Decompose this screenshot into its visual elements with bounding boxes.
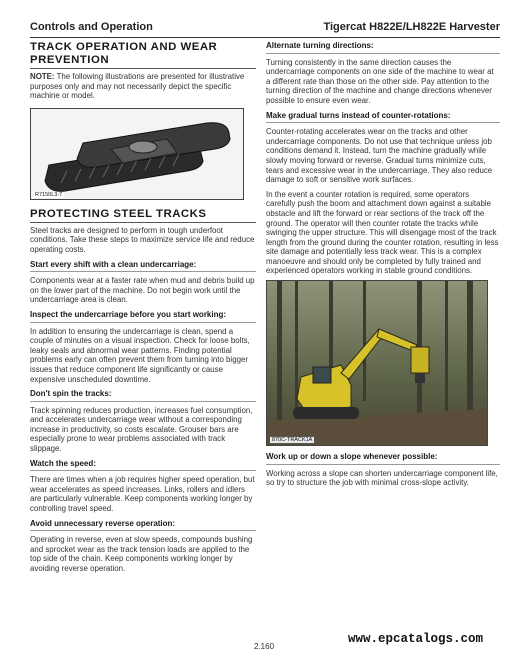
paragraph-counter-rotation: In the event a counter rotation is required, some operators carefully push the boom and attachment down against a suitable obstacle and lift the forward or rear sections of the track off the ground. The operator will then counter rotate the tracks while swinging the upper structure. This will disengage most of the track length from the ground during the counter rotation, resulting in less site damage and potentially less track wear. This is a complex manoeuvre and should only be completed by fully trained and experienced operators working in stable ground conditions. — [266, 189, 499, 276]
subheading-gradual-turns: Make gradual turns instead of counter-rotations: — [266, 110, 451, 120]
figure-caption: R7150L3-7 — [35, 191, 63, 198]
header-section-title: Controls and Operation — [30, 21, 153, 33]
subheading-slope: Work up or down a slope whenever possible: — [266, 452, 438, 462]
subheading-divider — [266, 464, 500, 465]
page-header — [30, 21, 500, 38]
paragraph-watch-speed: There are times when a job requires higher speed operation, but wear accelerates as speed increases. Links, rollers and idlers are particularly vulnerable. Keep components working longer by controlling travel speed. — [30, 475, 255, 514]
paragraph-avoid-reverse: Operating in reverse, even at slow speeds, compounds bushing and sprocket wear as the track tension loads are applied to the top side of the chain. Keep components working longer by avoiding reverse operation. — [30, 535, 253, 573]
figure-caption: 870C-TRACK1A — [269, 436, 315, 444]
subheading-dont-spin: Don't spin the tracks: — [30, 389, 112, 399]
subheading-divider — [266, 122, 500, 123]
note-text: The following illustrations are presented for illustrative purposes only and may not necessarily depict the specific machine or model. — [30, 72, 245, 101]
subheading-avoid-reverse: Avoid unnecessary reverse operation: — [30, 518, 176, 528]
right-column — [266, 41, 500, 488]
note-paragraph — [30, 72, 256, 101]
subheading-divider — [30, 530, 256, 531]
paragraph-gradual-turns: Counter-rotating accelerates wear on the tracks and other undercarriage components. Do not use that technique unless job conditions demand it. Instead, turn the machine gradually while slowly moving forward or reverse. Gradual turns minimize cuts, tears and excessive wear in the undercarriage. They also reduce damage to soft or sensitive work surfaces. — [266, 127, 493, 185]
subheading-alternate-turning: Alternate turning directions: — [266, 41, 374, 50]
subheading-inspect: Inspect the undercarriage before you start working: — [30, 309, 227, 319]
subheading-divider — [30, 271, 256, 272]
header-model-title: Tigercat H822E/LH822E Harvester — [323, 21, 500, 33]
page-number: 2.160 — [254, 642, 275, 651]
section-title-protecting-tracks: PROTECTING STEEL TRACKS — [30, 207, 207, 220]
undercarriage-icon — [31, 109, 243, 199]
paragraph-alternate-turning: Turning consistently in the same direction causes the undercarriage components on one side of the machine to wear at a different rate than those on the other side. Pay attention to the turning direction of the machine and change directions whenever possible to ensure even wear. — [266, 57, 494, 105]
subheading-divider — [30, 470, 256, 471]
paragraph-inspect: In addition to ensuring the undercarriage is clean, spend a couple of minutes on a visual inspection. Check for loose bolts, leaky seals and abnormal wear patterns. Finding potential problems early can often prevent them from turning into bigger issues that reduce component life significantly or cause expensive unscheduled downtime. — [30, 326, 250, 384]
section-title-track-operation: TRACK OPERATION AND WEAR PREVENTION — [30, 41, 218, 66]
harvester-photo — [266, 280, 488, 446]
undercarriage-illustration — [30, 108, 244, 200]
paragraph-dont-spin: Track spinning reduces production, increases fuel consumption, and accelerates undercarriage wear without a corresponding increase in productivity, so costs escalate. Grouser bars are especially prone to wear problems associated with track slippage. — [30, 405, 253, 454]
harvester-photo-icon — [267, 281, 487, 445]
subheading-divider — [30, 322, 256, 323]
section-divider — [30, 68, 256, 69]
paragraph-clean-undercarriage: Components wear at a faster rate when mud and debris build up on the lower part of the machine. Do not begin work until the undercarriage area is clean. — [30, 276, 255, 305]
subheading-divider — [266, 53, 500, 54]
left-column — [30, 41, 256, 574]
note-label: NOTE: — [30, 72, 55, 81]
section-divider — [30, 222, 256, 223]
subheading-clean-undercarriage: Start every shift with a clean undercarriage: — [30, 259, 197, 269]
protecting-intro: Steel tracks are designed to perform in tough underfoot conditions. Take these steps to maximize service life and reduce operating costs. — [30, 225, 255, 254]
paragraph-slope: Working across a slope can shorten undercarriage component life, so try to structure the job with minimal cross-slope activity. — [266, 468, 498, 488]
watermark-text: www.epcatalogs.com — [348, 632, 484, 646]
subheading-watch-speed: Watch the speed: — [30, 458, 96, 468]
subheading-divider — [30, 401, 256, 402]
